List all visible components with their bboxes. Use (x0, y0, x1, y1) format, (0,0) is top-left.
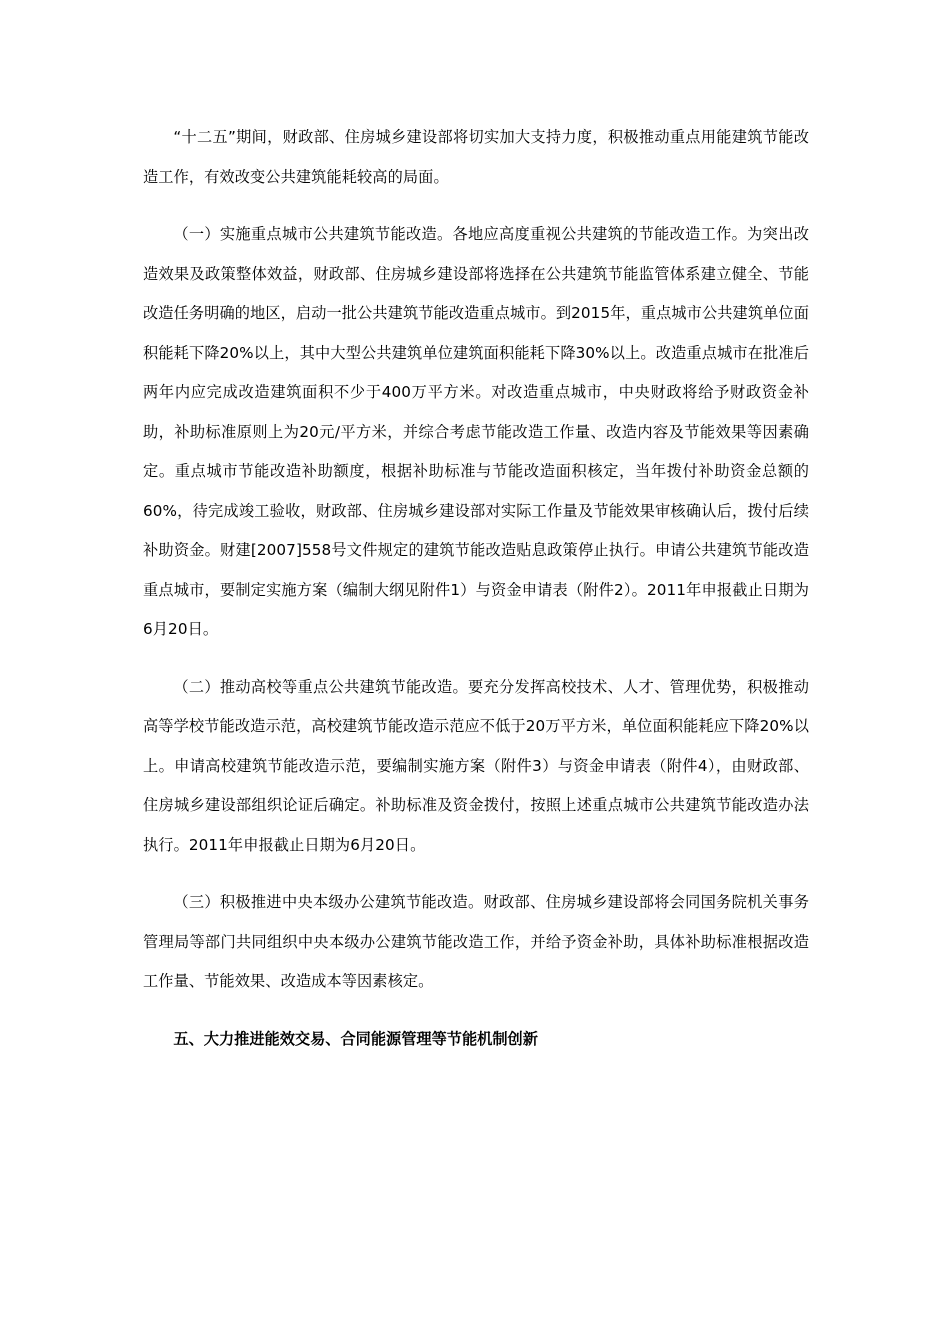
paragraph-intro: “十二五”期间，财政部、住房城乡建设部将切实加大支持力度，积极推动重点用能建筑节能改造工作，有效改变公共建筑能耗较高的局面。 (143, 128, 809, 186)
paragraph-section-1: （一）实施重点城市公共建筑节能改造。各地应高度重视公共建筑的节能改造工作。为突出改造效果及政策整体效益，财政部、住房城乡建设部将选择在公共建筑节能监管体系建立健全、节能改造任务明确的地区，启动一批公共建筑节能改造重点城市。到2015年，重点城市公共建筑单位面积能耗下降20%以上，其中大型公共建筑单位建筑面积能耗下降30%以上。改造重点城市在批准后两年内应完成改造建筑面积不少于400万平方米。对改造重点城市，中央财政将给予财政资金补助，补助标准原则上为20元/平方米，并综合考虑节能改造工作量、改造内容及节能效果等因素确定。重点城市节能改造补助额度，根据补助标准与节能改造面积核定，当年拨付补助资金总额的60%，待完成竣工验收，财政部、住房城乡建设部对实际工作量及节能效果审核确认后，拨付后续补助资金。财建[2007]558号文件规定的建筑节能改造贴息政策停止执行。申请公共建筑节能改造重点城市，要制定实施方案（编制大纲见附件1）与资金申请表（附件2）。2011年申报截止日期为6月20日。 (143, 225, 809, 638)
document-body (143, 118, 809, 1059)
section-heading: 五、大力推进能效交易、合同能源管理等节能机制创新 (173, 1029, 538, 1048)
paragraph-section-2: （二）推动高校等重点公共建筑节能改造。要充分发挥高校技术、人才、管理优势，积极推动高等学校节能改造示范，高校建筑节能改造示范应不低于20万平方米，单位面积能耗应下降20%以上。申请高校建筑节能改造示范，要编制实施方案（附件3）与资金申请表（附件4），由财政部、住房城乡建设部组织论证后确定。补助标准及资金拨付，按照上述重点城市公共建筑节能改造办法执行。2011年申报截止日期为6月20日。 (143, 677, 809, 854)
paragraph-section-3: （三）积极推进中央本级办公建筑节能改造。财政部、住房城乡建设部将会同国务院机关事务管理局等部门共同组织中央本级办公建筑节能改造工作，并给予资金补助，具体补助标准根据改造工作量、节能效果、改造成本等因素核定。 (143, 893, 809, 990)
